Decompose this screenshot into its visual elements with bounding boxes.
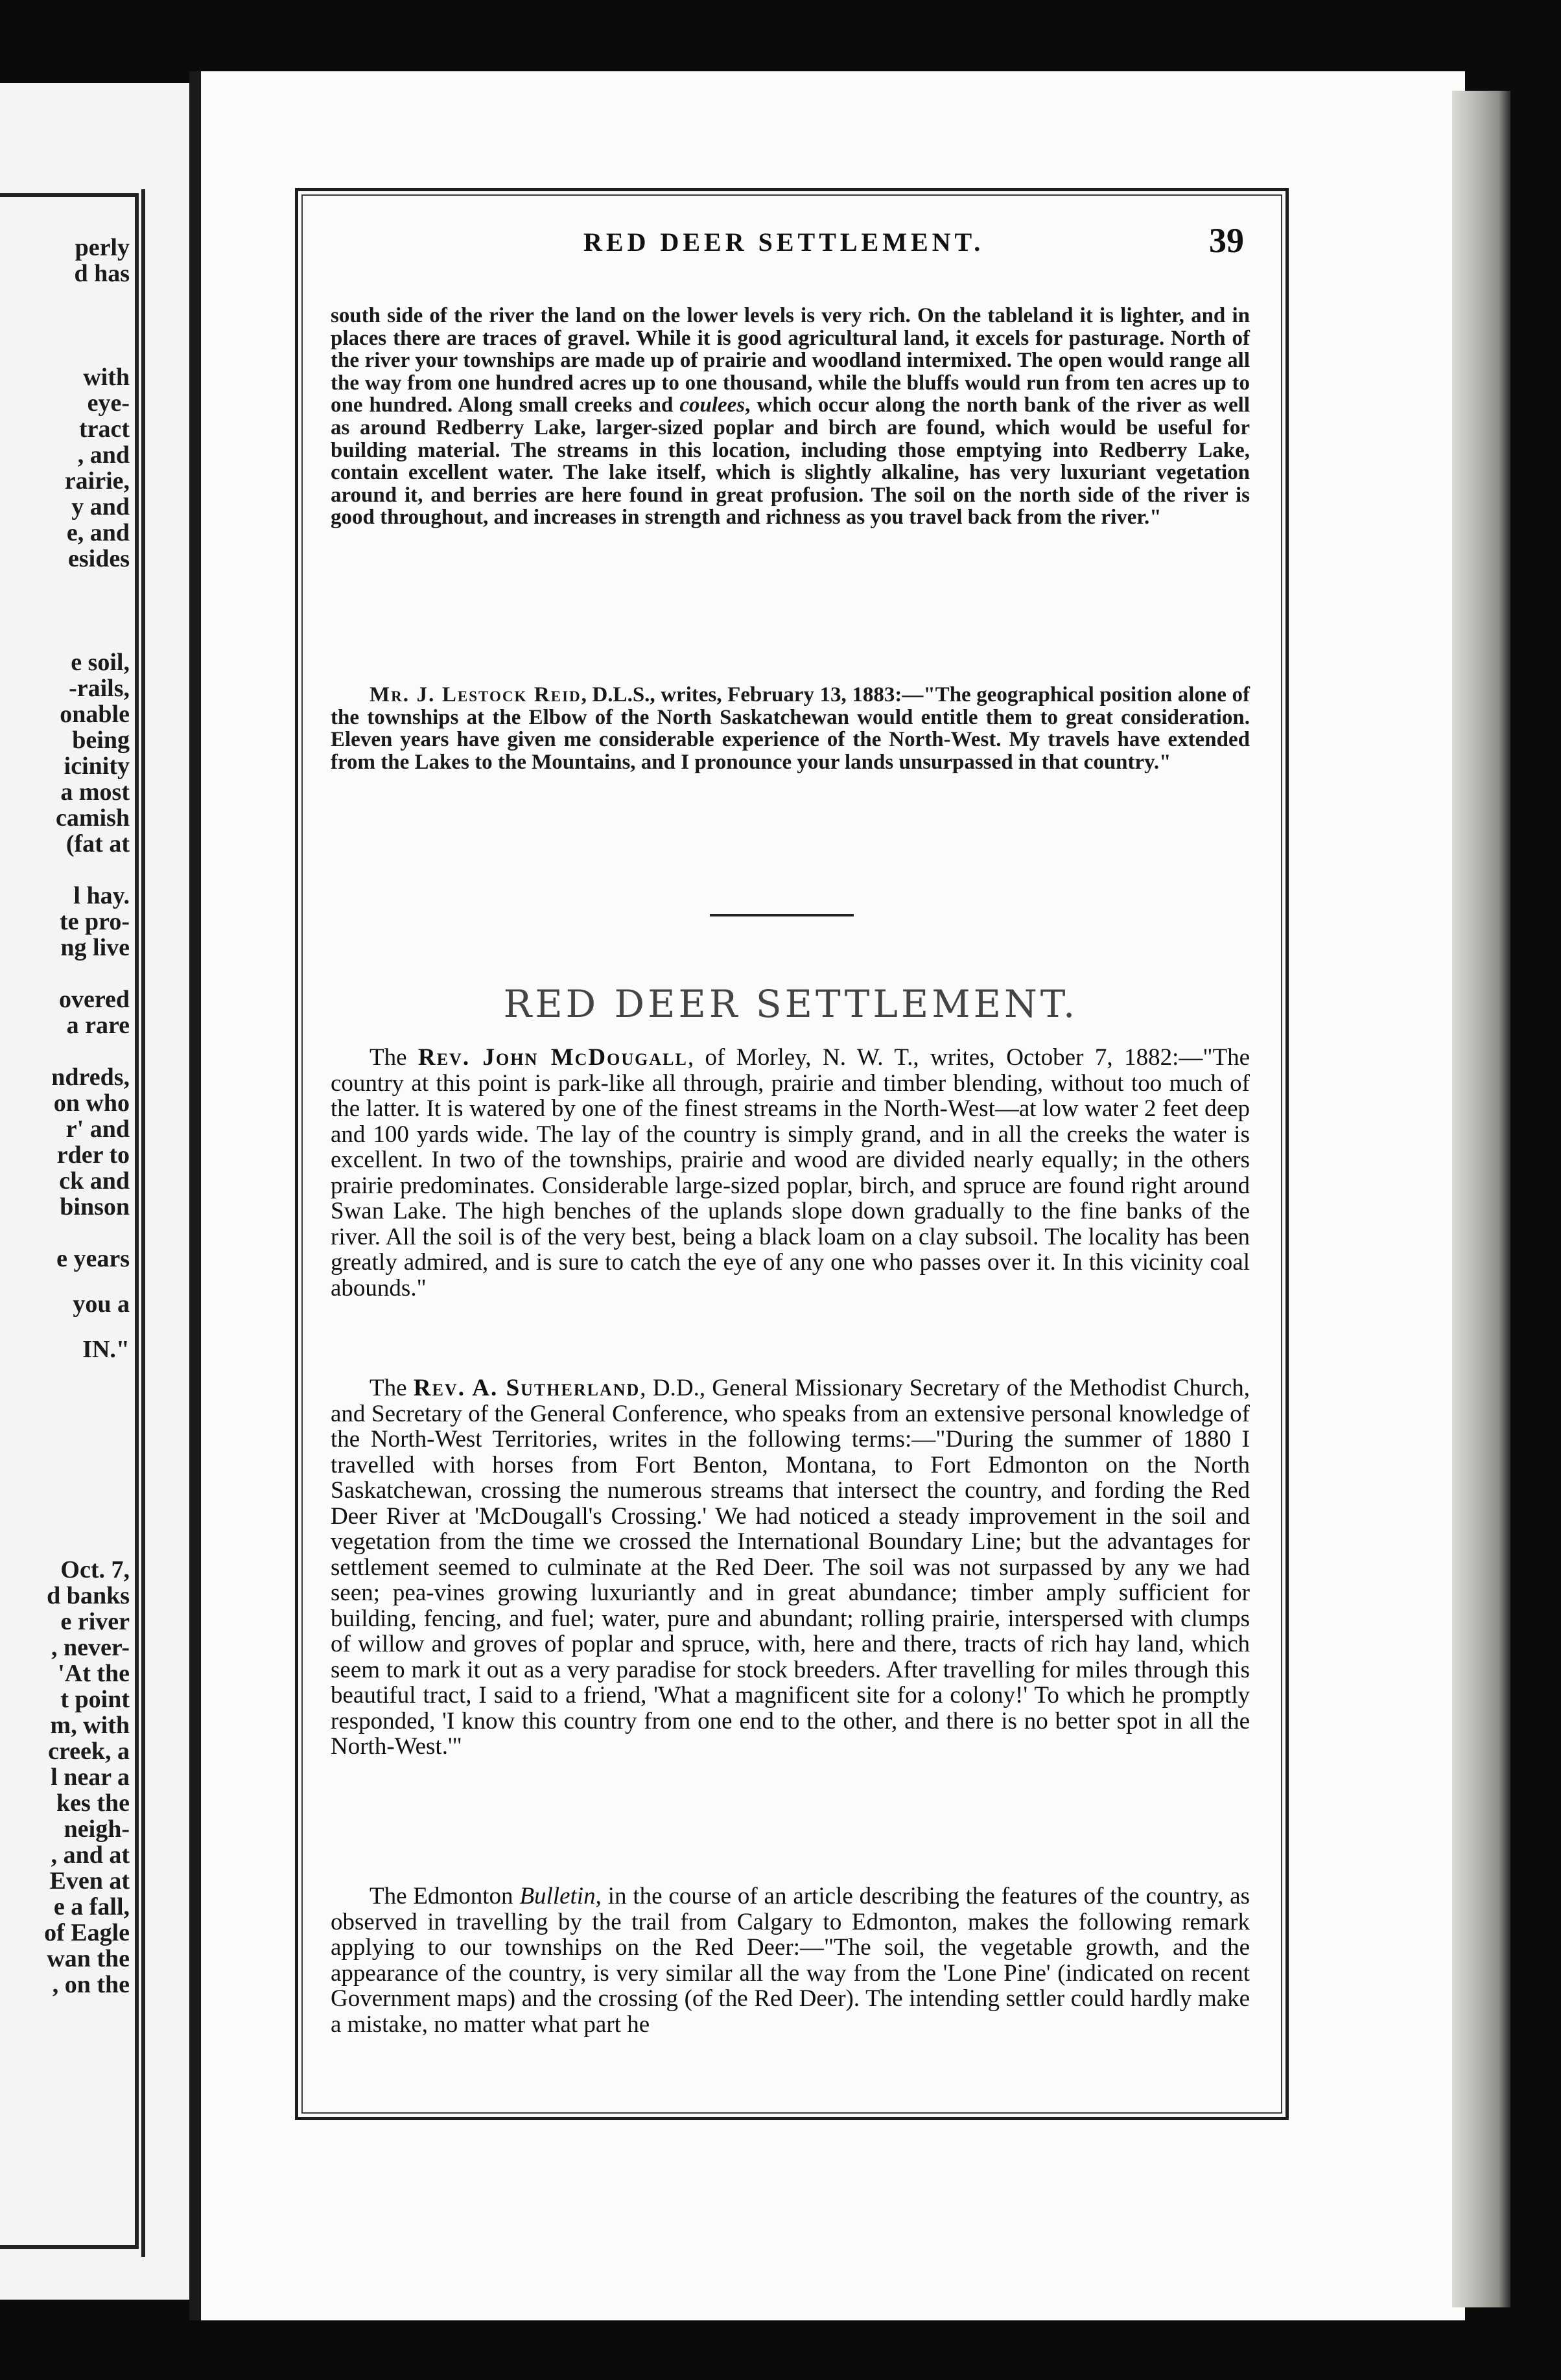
adjacent-text-fragment: IN." bbox=[82, 1336, 130, 1363]
adjacent-text-fragment: l near a bbox=[51, 1764, 130, 1791]
lead-text: The bbox=[370, 1044, 418, 1071]
adjacent-text-fragment: a rare bbox=[66, 1012, 130, 1039]
adjacent-text-fragment: rairie, bbox=[64, 467, 130, 495]
adjacent-text-fragment: you a bbox=[73, 1290, 130, 1318]
paragraph-text: south side of the river the land on the lower levels is very rich. On the tableland it is lighter, and in places there are traces of gravel. While it is good agricultural land, it excels for pasturage. North of the river your townships are made up of prairie and woodland intermixed. The open would range all the way from one hundred acres up to one thousand, while the bluffs would run from ten acres up to one hundred. Along small creeks and bbox=[331, 304, 1250, 417]
author-name: Rev. John McDougall bbox=[417, 1044, 688, 1071]
publication-title: Bulletin bbox=[519, 1883, 596, 1909]
adjacent-text-fragment: d has bbox=[74, 260, 130, 287]
lead-text: The Edmonton bbox=[370, 1883, 520, 1909]
adjacent-text-fragment: r' and bbox=[65, 1115, 130, 1143]
adjacent-text-fragment: with bbox=[83, 364, 130, 391]
lead-text: The bbox=[370, 1375, 414, 1401]
adjacent-text-fragment: m, with bbox=[50, 1712, 130, 1739]
paragraph-continued bbox=[331, 305, 1250, 529]
adjacent-text-fragment: l hay. bbox=[73, 882, 130, 909]
adjacent-text-fragment: , never- bbox=[51, 1634, 130, 1661]
adjacent-text-fragment: camish bbox=[56, 804, 130, 832]
author-name: Rev. A. Sutherland bbox=[413, 1375, 640, 1401]
paragraph-text: , D.L.S., writes, February 13, 1883:—"The geographical position alone of the townships at the Elbow of the North Saskatchewan would entitle them to great consideration. Eleven years have given me considerable experience of the North-West. My travels have extended from the Lakes to the Mountains, and I pronounce your lands unsurpassed in that country." bbox=[331, 683, 1250, 774]
adjacent-text-fragment: te pro- bbox=[60, 908, 130, 935]
italic-term: coulees bbox=[679, 393, 745, 417]
adjacent-text-fragment: wan the bbox=[47, 1945, 130, 1972]
adjacent-text-fragment: Oct. 7, bbox=[60, 1556, 130, 1583]
adjacent-text-fragment: neigh- bbox=[64, 1815, 130, 1843]
paragraph-reid bbox=[331, 684, 1250, 773]
adjacent-text-fragment: , and bbox=[77, 441, 130, 469]
adjacent-text-fragment: onable bbox=[60, 701, 130, 728]
adjacent-text-fragment: y and bbox=[71, 493, 130, 520]
adjacent-text-fragment: e river bbox=[60, 1608, 130, 1635]
paragraph-text: , D.D., General Missionary Secretary of the Methodist Church, and Secretary of the General Conference, who speaks from an extensive personal knowledge of the North-West Territories, writes in the following terms:—"During the summer of 1880 I travelled with horses from Fort Benton, Montana, to Fort Edmonton on the North Saskatchewan, crossing the numerous streams that intersect the country, and fording the Red Deer River at 'McDougall's Crossing.' We had noticed a steady improvement in the soil and vegetation from the time we crossed the International Boundary Line; but the advantages for settlement seemed to culminate at the Red Deer. The soil was not surpassed by any we had seen; pea-vines growing luxuriantly and in great abundance; timber amply sufficient for building, fencing, and fuel; water, pure and abundant; rolling prairie, interspersed with clumps of willow and groves of poplar and spruce, with, here and there, tracts of rich hay land, which seem to mark it out as a very paradise for stock breeders. After travelling for miles through this beautiful tract, I said to a friend, 'What a magnificent site for a colony!' To which he promptly responded, 'I know this country from one end to the other, and there is no better spot in all the North-West.'" bbox=[331, 1375, 1250, 1760]
adjacent-text-fragment: overed bbox=[58, 986, 130, 1013]
paragraph-text: , in the course of an article describing the features of the country, as observed in travelling by the trail from Calgary to Edmonton, makes the following remark applying to our townships on the Red Deer:—"The soil, the vegetable growth, and the appearance of the country, is very similar all the way from the 'Lone Pine' (indicated on recent Government maps) and the crossing (of the Red Deer). The intending settler could hardly make a mistake, no matter what part he bbox=[331, 1883, 1250, 2038]
adjacent-text-fragment: e soil, bbox=[71, 649, 130, 676]
page-edge-shadow bbox=[1452, 91, 1510, 2307]
adjacent-text-fragment: 'At the bbox=[58, 1660, 130, 1687]
adjacent-text-fragment: perly bbox=[75, 234, 130, 261]
adjacent-text-fragment: on who bbox=[53, 1090, 130, 1117]
adjacent-text-fragment: e a fall, bbox=[53, 1893, 130, 1920]
adjacent-text-fragment: tract bbox=[78, 415, 130, 443]
adjacent-text-fragment: rder to bbox=[56, 1141, 130, 1169]
adjacent-text-fragment: t point bbox=[60, 1686, 130, 1713]
adjacent-text-fragment: binson bbox=[60, 1193, 130, 1220]
paragraph-sutherland bbox=[331, 1375, 1250, 1760]
page-gutter bbox=[189, 71, 201, 2320]
adjacent-text-fragment: being bbox=[72, 727, 130, 754]
adjacent-text-fragment: -rails, bbox=[69, 675, 130, 702]
section-heading: RED DEER SETTLEMENT. bbox=[503, 982, 1079, 1026]
adjacent-text-fragment: of Eagle bbox=[44, 1919, 130, 1946]
paragraph-mcdougall bbox=[331, 1045, 1250, 1301]
running-title: RED DEER SETTLEMENT. bbox=[583, 228, 985, 257]
adjacent-text-fragment: d banks bbox=[47, 1582, 130, 1609]
adjacent-text-fragment: , on the bbox=[52, 1971, 130, 1998]
page-number: 39 bbox=[1209, 221, 1244, 260]
adjacent-text-fragment: esides bbox=[68, 545, 130, 572]
paragraph-bulletin bbox=[331, 1884, 1250, 2037]
adjacent-text-fragment: icinity bbox=[64, 752, 130, 780]
adjacent-text-fragment: ck and bbox=[59, 1167, 130, 1195]
paragraph-text-rest: , which occur along the north bank of the river as well as around Redberry Lake, larger-sized poplar and birch are found, which would be useful for building material. The streams in this location, including those emptying into Redberry Lake, contain excellent water. The lake itself, which is slightly alkaline, has very luxuriant vegetation around it, and berries are here found in great profusion. The soil on the north side of the river is good throughout, and increases in strength and richness as you travel back from the river." bbox=[331, 393, 1250, 530]
adjacent-page-fragment bbox=[0, 83, 189, 2300]
adjacent-text-fragment: a most bbox=[60, 778, 130, 806]
paragraph-text: , of Morley, N. W. T., writes, October 7, 1882:—"The country at this point is park-like all through, prairie and timber blending, without too much of the latter. It is watered by one of the finest streams in the North-West—at low water 2 feet deep and 100 yards wide. The lay of the country is simply grand, and in all the creeks the water is excellent. In two of the townships, prairie and wood are divided nearly equally; in the others prairie predominates. Considerable large-sized poplar, birch, and spruce are found right around Swan Lake. The high benches of the uplands slope down gradually to the fine banks of the river. All the soil is of the very best, being a black loam on a clay subsoil. The locality has been greatly admired, and is sure to catch the eye of any one who passes over it. In this vicinity coal abounds." bbox=[331, 1044, 1250, 1301]
adjacent-text-fragment: e, and bbox=[66, 519, 130, 546]
adjacent-text-fragment: , and at bbox=[51, 1841, 130, 1869]
adjacent-text-fragment: kes the bbox=[56, 1790, 130, 1817]
adjacent-text-fragment: (fat at bbox=[65, 830, 130, 858]
section-divider bbox=[710, 914, 854, 916]
adjacent-text-fragment: ng live bbox=[60, 934, 130, 961]
adjacent-text-fragment: Even at bbox=[49, 1867, 130, 1895]
adjacent-text-fragment: e years bbox=[56, 1245, 130, 1272]
adjacent-text-fragment: eye- bbox=[87, 390, 130, 417]
adjacent-text-fragment: ndreds, bbox=[51, 1064, 130, 1091]
author-name: Mr. J. Lestock Reid bbox=[370, 683, 581, 706]
adjacent-text-fragment: creek, a bbox=[48, 1738, 130, 1765]
